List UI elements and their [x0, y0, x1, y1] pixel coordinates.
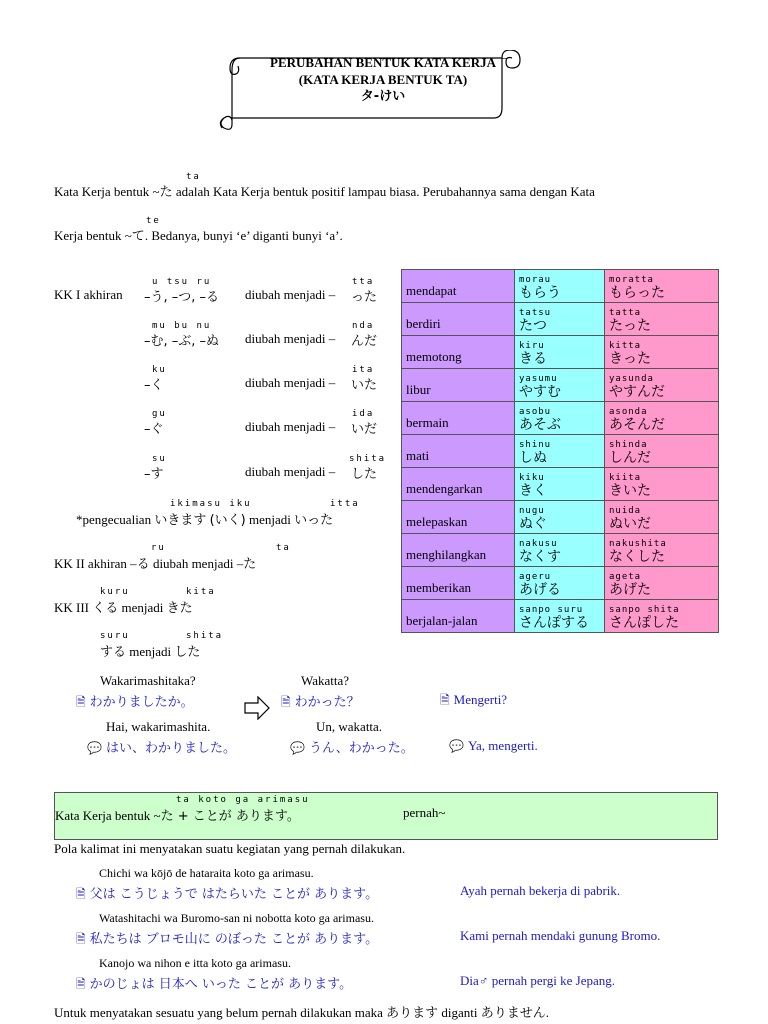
verb-dictionary-form-romaji: ageru — [519, 572, 552, 582]
verb-ta-form-romaji: asonda — [609, 407, 648, 417]
verb-dictionary-form — [515, 468, 605, 501]
verb-dictionary-form-kana: たつ — [519, 318, 547, 334]
verb-row — [402, 336, 719, 369]
verb-row — [402, 501, 719, 534]
verb-dictionary-form — [515, 501, 605, 534]
verb-dictionary-form-romaji: kiru — [519, 341, 545, 351]
verb-row — [402, 369, 719, 402]
intro-text: Kerja bentuk ~ — [54, 228, 132, 243]
verb-table — [401, 269, 719, 633]
example1-jp: 父は こうじょうで はたらいた ことが あります。 — [89, 887, 379, 902]
arrow-right-icon — [244, 696, 270, 720]
footer-jp: あります — [386, 1006, 439, 1021]
verb-row — [402, 303, 719, 336]
verb-ta-form-romaji: sanpo shita — [609, 605, 680, 615]
verb-ta-form-kana: もらった — [609, 285, 665, 301]
verb-ta-form-kana: きいた — [609, 483, 651, 499]
example2-row — [76, 928, 378, 951]
document-icon: 🗎 — [76, 695, 86, 709]
verb-dictionary-form-kana: しぬ — [519, 450, 547, 466]
verb-ta-form-romaji: nuida — [609, 506, 642, 516]
intro-line-2 — [54, 225, 343, 244]
verb-ta-form-romaji: kiita — [609, 473, 642, 483]
exception-jp: いきます — [154, 513, 207, 528]
verb-ta-form-romaji: ageta — [609, 572, 642, 582]
rule5-to: diubah menjadi – — [245, 464, 336, 479]
document-icon: 🗎 — [76, 977, 86, 991]
rule5-ruby: su — [152, 454, 167, 464]
kk1-label: KK I akhiran — [54, 287, 123, 302]
verb-ta-form — [605, 435, 719, 468]
verb-ta-form-kana: さんぽした — [609, 615, 679, 631]
verb-ta-form — [605, 369, 719, 402]
dialog-q2-jp: わかった？ — [294, 695, 360, 710]
kk3b-line — [100, 641, 200, 660]
document-icon: 🗎 — [281, 695, 291, 709]
verb-dictionary-form-romaji: nugu — [519, 506, 545, 516]
rule1-result: った — [351, 290, 378, 305]
kk2-line — [54, 553, 256, 572]
rule3-result: いた — [351, 378, 378, 393]
verb-dictionary-form — [515, 303, 605, 336]
rule5-result-ruby: shita — [349, 454, 387, 464]
speech-bubble-icon: 💬 — [290, 741, 305, 755]
kk3-result: きた — [166, 601, 193, 616]
intro-jp: て — [131, 229, 145, 244]
kk3-ruby-2: kita — [186, 587, 216, 597]
rule2-suffixes: –む, –ぶ, –ぬ — [144, 334, 220, 349]
pernah-desc: Pola kalimat ini menyatakan suatu kegiatan yang pernah dilakukan. — [54, 841, 406, 856]
dialog-q2-romaji: Wakatta? — [301, 673, 350, 688]
verb-ta-form-romaji: nakushita — [609, 539, 667, 549]
verb-ta-form — [605, 600, 719, 633]
exception-result: いった — [294, 513, 334, 528]
dialog-q-row — [76, 691, 194, 714]
intro-text: Kata Kerja bentuk ~ — [54, 184, 160, 199]
verb-dictionary-form-kana: きる — [519, 351, 547, 367]
kk3-ruby-1: kuru — [100, 587, 130, 597]
verb-dictionary-form — [515, 435, 605, 468]
verb-dictionary-form-kana: きく — [519, 483, 547, 499]
dialog-q2-row — [281, 691, 360, 714]
dialog-a2-romaji: Un, wakatta. — [316, 719, 383, 734]
verb-dictionary-form-romaji: tatsu — [519, 308, 552, 318]
verb-meaning: menghilangkan — [402, 534, 515, 567]
intro-jp: た — [159, 185, 173, 200]
rule4-result: いだ — [351, 422, 378, 437]
verb-ta-form-romaji: tatta — [609, 308, 642, 318]
dialog-q-id-row — [440, 691, 507, 712]
verb-meaning: mati — [402, 435, 515, 468]
intro-ruby-ta: ta — [186, 172, 201, 182]
example3-romaji: Kanojo wa nihon e itta koto ga arimasu. — [99, 956, 291, 970]
kk2-ruby: ru — [151, 543, 166, 553]
exception-result-ruby: itta — [330, 499, 360, 509]
dialog-a2-row — [290, 737, 414, 757]
intro-line-1 — [54, 181, 595, 200]
dialog-a2-jp: うん、わかった。 — [308, 741, 414, 756]
kk2-jp: る — [136, 557, 150, 572]
verb-dictionary-form-kana: もらう — [519, 285, 561, 301]
verb-ta-form-romaji: kitta — [609, 341, 642, 351]
rule1-ruby: u tsu ru — [152, 277, 212, 287]
rule2-ruby: mu bu nu — [152, 321, 212, 331]
dialog-q-romaji: Wakarimashitaka? — [100, 673, 196, 688]
kk2-result: た — [243, 557, 257, 572]
verb-ta-form-romaji: yasunda — [609, 374, 654, 384]
verb-ta-form — [605, 270, 719, 303]
exception-text: *pengecualian — [76, 512, 155, 527]
footer-text: Untuk menyatakan sesuatu yang belum pernah dilakukan maka — [54, 1005, 387, 1020]
footer-text: diganti — [438, 1005, 481, 1020]
verb-dictionary-form — [515, 369, 605, 402]
verb-dictionary-form — [515, 567, 605, 600]
verb-ta-form — [605, 501, 719, 534]
rule3-to: diubah menjadi – — [245, 375, 336, 390]
rule1-to: diubah menjadi – — [245, 287, 336, 302]
verb-dictionary-form — [515, 270, 605, 303]
verb-ta-form-kana: あげた — [609, 582, 651, 598]
verb-dictionary-form-kana: なくす — [519, 549, 561, 565]
rule3-suffix: –く — [144, 378, 164, 393]
verb-row — [402, 600, 719, 633]
kk3-label: KK III — [54, 600, 90, 615]
verb-dictionary-form-romaji: shinu — [519, 440, 552, 450]
dialog-a-row — [87, 737, 236, 757]
verb-dictionary-form-kana: ぬぐ — [519, 516, 547, 532]
example1-row — [76, 883, 378, 906]
verb-row — [402, 435, 719, 468]
dialog-a-id: Ya, mengerti. — [467, 738, 538, 753]
verb-dictionary-form-romaji: sanpo suru — [519, 605, 584, 615]
footer-jp: ありません — [480, 1006, 546, 1021]
verb-ta-form-kana: なくした — [609, 549, 665, 565]
verb-dictionary-form-kana: あそぶ — [519, 417, 561, 433]
verb-ta-form-kana: ぬいだ — [609, 516, 651, 532]
pernah-meaning: pernah~ — [403, 805, 446, 820]
exception-text: menjadi — [245, 512, 295, 527]
kk3b-result: した — [174, 645, 201, 660]
kk3b-jp: する — [100, 645, 127, 660]
kk3-line — [54, 597, 193, 616]
rule5-result: した — [351, 467, 378, 482]
verb-ta-form — [605, 303, 719, 336]
exception-line — [76, 509, 333, 528]
verb-row — [402, 534, 719, 567]
intro-text: adalah Kata Kerja bentuk positif lampau biasa. Perubahannya sama dengan Kata — [172, 184, 595, 199]
rule1-suffixes: –う, –つ, –る — [144, 290, 220, 305]
verb-meaning: bermain — [402, 402, 515, 435]
verb-meaning: melepaskan — [402, 501, 515, 534]
example1-id: Ayah pernah bekerja di pabrik. — [460, 883, 621, 898]
document-icon: 🗎 — [440, 693, 450, 707]
example3-id: Dia♂ pernah pergi ke Jepang. — [460, 973, 615, 988]
verb-dictionary-form-romaji: nakusu — [519, 539, 558, 549]
rule2-result: んだ — [351, 334, 378, 349]
rule2-result-ruby: nda — [352, 321, 375, 331]
dialog-a-id-row — [449, 737, 538, 755]
dialog-a-romaji: Hai, wakarimashita. — [106, 719, 211, 734]
speech-bubble-icon: 💬 — [87, 741, 102, 755]
verb-ta-form-kana: たった — [609, 318, 651, 334]
document-icon: 🗎 — [76, 932, 86, 946]
verb-ta-form-romaji: moratta — [609, 275, 654, 285]
dialog-q-id: Mengerti? — [453, 692, 508, 707]
verb-ta-form-kana: しんだ — [609, 450, 651, 466]
verb-meaning: berdiri — [402, 303, 515, 336]
verb-ta-form-kana: やすんだ — [609, 384, 665, 400]
verb-meaning: memberikan — [402, 567, 515, 600]
verb-row — [402, 468, 719, 501]
kk3-jp: くる — [92, 601, 119, 616]
verb-dictionary-form — [515, 336, 605, 369]
banner-line-3: タ-けい — [360, 89, 406, 104]
dialog-q-jp: わかりましたか。 — [89, 695, 194, 710]
banner-title — [248, 54, 518, 105]
example2-jp: 私たちは ブロモ山に のぼった ことが あります。 — [89, 932, 379, 947]
kk2-label: KK II akhiran – — [54, 556, 137, 571]
verb-ta-form-kana: あそんだ — [609, 417, 665, 433]
verb-dictionary-form — [515, 534, 605, 567]
verb-dictionary-form-romaji: morau — [519, 275, 552, 285]
verb-row — [402, 402, 719, 435]
example2-id: Kami pernah mendaki gunung Bromo. — [460, 928, 661, 943]
verb-dictionary-form-kana: やすむ — [519, 384, 561, 400]
kk3b-ruby-1: suru — [100, 631, 130, 641]
kk2-result-ruby: ta — [276, 543, 291, 553]
footer-text: . — [545, 1005, 550, 1020]
kk3b-text: menjadi — [126, 644, 175, 659]
kk2-to: diubah menjadi – — [149, 556, 244, 571]
verb-row — [402, 567, 719, 600]
pernah-ruby: ta koto ga arimasu — [176, 795, 310, 805]
kk3-text: menjadi — [118, 600, 167, 615]
verb-meaning: memotong — [402, 336, 515, 369]
pernah-jp: た + ことが あります。 — [160, 809, 300, 824]
verb-ta-form — [605, 336, 719, 369]
dialog-a-jp: はい、わかりました。 — [105, 741, 236, 756]
pernah-label: Kata Kerja bentuk ~ — [55, 808, 161, 823]
verb-ta-form — [605, 534, 719, 567]
intro-text: . Bedanya, bunyi ‘e’ diganti bunyi ‘a’. — [144, 228, 343, 243]
verb-dictionary-form — [515, 402, 605, 435]
rule3-ruby: ku — [152, 365, 167, 375]
banner-line-2: (KATA KERJA BENTUK TA) — [298, 72, 468, 87]
rule2-to: diubah menjadi – — [245, 331, 336, 346]
verb-dictionary-form-romaji: yasumu — [519, 374, 558, 384]
rule4-ruby: gu — [152, 409, 167, 419]
rule4-to: diubah menjadi – — [245, 419, 336, 434]
verb-ta-form-romaji: shinda — [609, 440, 648, 450]
rule4-suffix: –ぐ — [144, 422, 164, 437]
kk3b-ruby-2: shita — [186, 631, 224, 641]
verb-dictionary-form — [515, 600, 605, 633]
rule1-result-ruby: tta — [352, 277, 375, 287]
verb-meaning: libur — [402, 369, 515, 402]
verb-row — [402, 270, 719, 303]
exception-ruby: ikimasu iku — [170, 499, 252, 509]
verb-dictionary-form-romaji: kiku — [519, 473, 545, 483]
example3-jp: かのじょは 日本へ いった ことが あります。 — [89, 977, 353, 992]
rule4-result-ruby: ida — [352, 409, 375, 419]
verb-ta-form — [605, 402, 719, 435]
exception-jp: (いく) — [209, 513, 246, 528]
banner-line-1: PERUBAHAN BENTUK KATA KERJA — [270, 55, 496, 70]
verb-ta-form — [605, 567, 719, 600]
verb-meaning: berjalan-jalan — [402, 600, 515, 633]
verb-dictionary-form-kana: あげる — [519, 582, 561, 598]
document-icon: 🗎 — [76, 887, 86, 901]
verb-meaning: mendapat — [402, 270, 515, 303]
rule5-suffix: –す — [144, 467, 164, 482]
example3-row — [76, 973, 352, 996]
verb-meaning: mendengarkan — [402, 468, 515, 501]
example2-romaji: Watashitachi wa Buromo-san ni nobotta koto ga arimasu. — [99, 911, 374, 925]
verb-dictionary-form-romaji: asobu — [519, 407, 552, 417]
verb-ta-form-kana: きった — [609, 351, 651, 367]
speech-bubble-icon: 💬 — [449, 739, 464, 753]
footer-note — [54, 1002, 549, 1021]
intro-ruby-te: te — [146, 216, 161, 226]
rule3-result-ruby: ita — [352, 365, 375, 375]
example1-romaji: Chichi wa kōjō de hataraita koto ga arimasu. — [99, 866, 314, 880]
pernah-formula — [55, 805, 300, 824]
verb-dictionary-form-kana: さんぽする — [519, 615, 589, 631]
verb-ta-form — [605, 468, 719, 501]
